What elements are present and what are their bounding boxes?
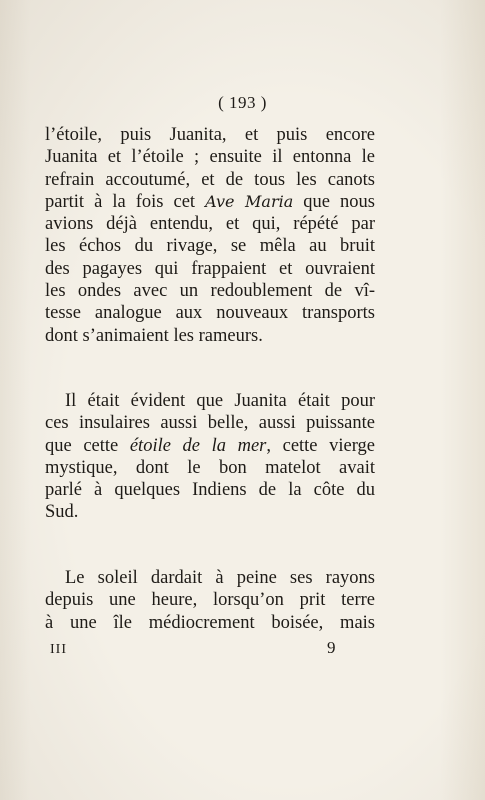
paragraph-line: refrain accoutumé, et de tous les canots	[45, 169, 375, 190]
text-fragment: partit à la fois cet	[45, 191, 206, 212]
paragraph-3	[45, 567, 375, 634]
paragraph-line: les ondes avec un redoublement de vî-	[45, 281, 375, 302]
paragraph-line: l’étoile, puis Juanita, et puis encore	[45, 125, 375, 145]
paragraph-2	[45, 390, 375, 524]
text-fragment: que nous	[293, 191, 375, 212]
page-number: ( 193 )	[218, 93, 267, 112]
paragraph-line: des pagayes qui frappaient et ouvraient	[45, 258, 375, 279]
signature-number: 9	[327, 638, 336, 657]
paragraph-line: Il était évident que Juanita était pour	[65, 391, 375, 411]
signature-mark: III	[50, 642, 67, 657]
paragraph-line: parlé à quelques Indiens de la côte du	[45, 480, 375, 501]
paragraph-line: les échos du rivage, se mêla au bruit	[45, 236, 375, 257]
paragraph-line: avions déjà entendu, et qui, répété par	[45, 214, 375, 235]
ave-maria-phrase: Ave Maria	[205, 191, 294, 211]
etoile-de-la-mer-phrase: étoile de la mer	[129, 435, 267, 456]
paragraph-line: à une île médiocrement boisée, mais	[45, 612, 375, 633]
paragraph-line: mystique, dont le bon matelot avait	[45, 457, 375, 478]
paragraph-line: Juanita et l’étoile ; ensuite il entonna le	[45, 147, 375, 168]
paragraph-line: ces insulaires aussi belle, aussi puissante	[45, 413, 375, 434]
text-fragment: , cette vierge	[266, 435, 376, 456]
paragraph-line: depuis une heure, lorsqu’on prit terre	[45, 590, 375, 611]
paragraph-line-with-ave-maria	[45, 191, 375, 213]
paragraph-line: dont s’animaient les rameurs.	[45, 325, 263, 346]
paragraph-1	[45, 124, 375, 347]
paragraph-line-with-italic	[45, 435, 375, 457]
paragraph-line: Le soleil dardait à peine ses rayons	[65, 568, 375, 588]
paragraph-line: Sud.	[45, 502, 79, 523]
paragraph-line: tesse analogue aux nouveaux transports	[45, 303, 375, 324]
text-fragment: que cette	[45, 435, 130, 456]
